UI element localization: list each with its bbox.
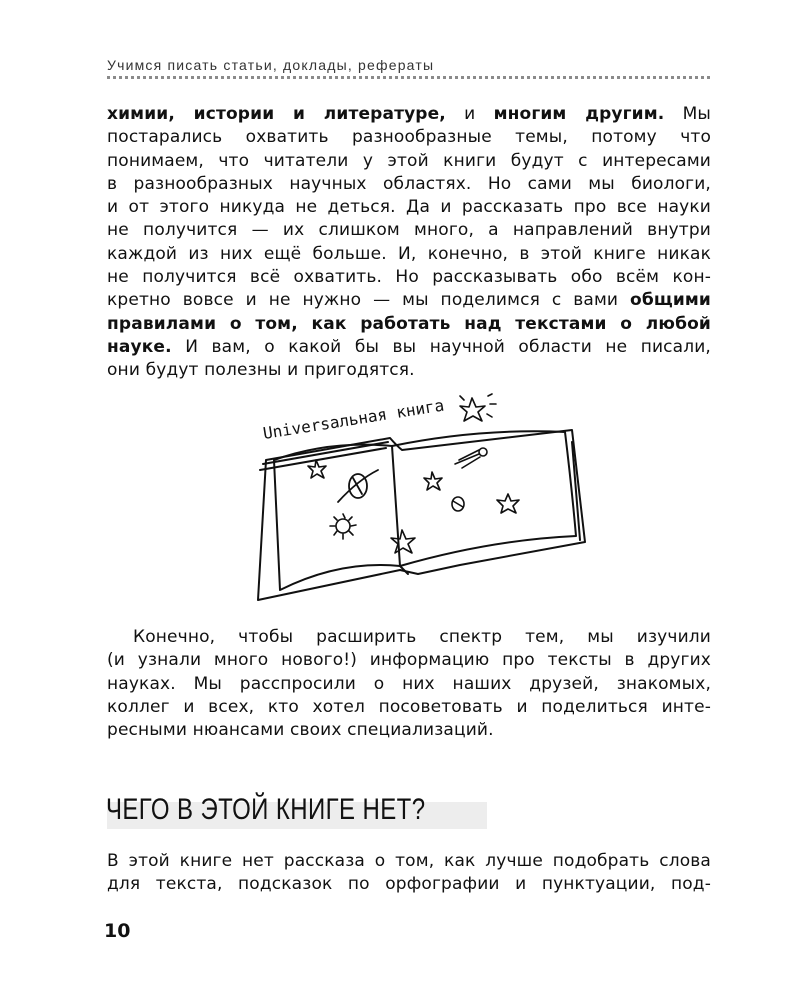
- comet-icon: [455, 448, 487, 468]
- text-line: [107, 103, 711, 126]
- text-run: науках. Мы расспросили о них наших друзей, знакомых,: [107, 673, 711, 694]
- illustration-universal-book: [250, 390, 590, 610]
- text-line: [107, 850, 711, 873]
- text-line: [107, 219, 711, 242]
- text-run: ресными нюансами своих специализаций.: [107, 720, 494, 741]
- section-heading: ЧЕГО В ЭТОЙ КНИГЕ НЕТ?: [106, 793, 426, 826]
- paragraph-intro: [107, 103, 711, 383]
- text-line: [107, 196, 711, 219]
- paragraph-what-is-missing: [107, 850, 711, 897]
- text-line: [107, 173, 711, 196]
- bold-text-run: правилами о том, как работать над текстами о любой: [107, 313, 711, 334]
- bold-text-run: науке.: [107, 336, 172, 357]
- planet-icon: [338, 470, 378, 502]
- text-run: не получится — их слишком много, а направлений внутри: [107, 220, 711, 241]
- text-line: [107, 873, 711, 896]
- text-line: [107, 243, 711, 266]
- illustration-caption: Universальная книга: [261, 395, 446, 443]
- bold-text-run: химии, истории и литературе,: [107, 104, 446, 124]
- text-line: [107, 126, 711, 149]
- sparkle-star-icon: [460, 394, 496, 421]
- bold-text-run: общими: [630, 290, 711, 311]
- text-run: и: [445, 104, 494, 124]
- text-line: [107, 649, 711, 672]
- page-number: 10: [104, 920, 131, 942]
- text-run: Конечно, чтобы расширить спектр тем, мы изучили: [133, 627, 711, 647]
- bold-text-run: многим другим.: [493, 104, 665, 124]
- text-line: [107, 266, 711, 289]
- text-run: коллег и всех, кто хотел посоветовать и поделиться инте-: [107, 696, 711, 717]
- sun-icon: [330, 514, 356, 539]
- text-run: (и узнали много нового!) информацию про тексты в других: [107, 650, 711, 671]
- text-line: [107, 336, 711, 359]
- text-run: не получится всё охватить. Но рассказывать обо всём кон-: [107, 267, 711, 288]
- text-line: [107, 626, 711, 649]
- text-run: И вам, о какой бы вы научной области не писали,: [171, 336, 711, 357]
- star-icon: [424, 472, 442, 490]
- star-icon: [391, 530, 415, 553]
- dotted-divider: [107, 76, 710, 79]
- text-run: они будут полезны и пригодятся.: [107, 360, 415, 381]
- text-run: кретно вовсе и не нужно — мы поделимся с вами: [107, 290, 631, 311]
- text-run: и от этого никуда не деться. Да и рассказать про все науки: [107, 197, 711, 218]
- planet-icon: [452, 497, 464, 511]
- text-run: понимаем, что читатели у этой книги будут с интересами: [107, 150, 711, 171]
- text-line: [107, 719, 711, 742]
- star-icon: [308, 460, 326, 478]
- text-run: в разнообразных научных областях. Но сами мы биологи,: [107, 173, 711, 194]
- text-line: [107, 673, 711, 696]
- text-run: каждой из них ещё больше. И, конечно, в этой книге никак: [107, 243, 711, 264]
- text-line: [107, 289, 711, 312]
- text-run: Мы: [664, 104, 711, 124]
- paragraph-topics: [107, 626, 711, 742]
- text-run: для текста, подсказок по орфографии и пунктуации, под-: [107, 874, 711, 895]
- text-run: постарались охватить разнообразные темы, потому что: [107, 127, 711, 148]
- text-line: [107, 359, 711, 382]
- running-head: Учимся писать статьи, доклады, рефераты: [107, 57, 435, 73]
- book-icon: [258, 430, 585, 600]
- star-icon: [497, 494, 519, 513]
- text-run: В этой книге нет рассказа о том, как лучше подобрать слова: [107, 851, 711, 871]
- text-line: [107, 313, 711, 336]
- text-line: [107, 150, 711, 173]
- text-line: [107, 696, 711, 719]
